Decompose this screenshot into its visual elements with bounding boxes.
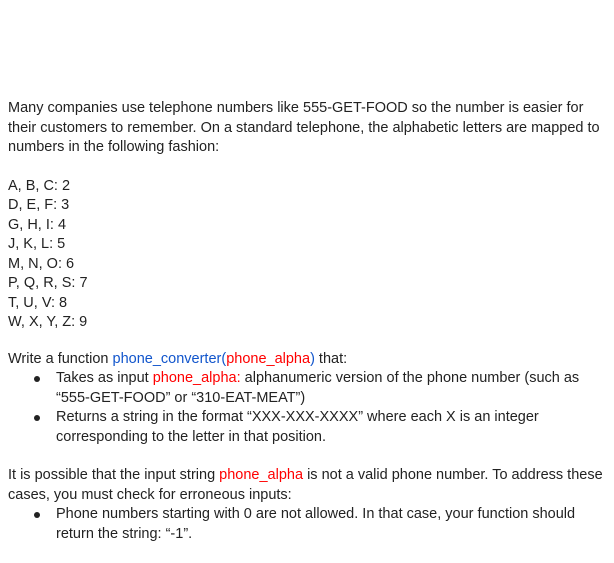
mapping-line-2: A, B, C: 2: [8, 177, 71, 194]
mapping-line-3: D, E, F: 3: [8, 197, 70, 213]
document-body: [8, 99, 610, 544]
error-suffix: is not a valid phone number. To address these cases, you must check for erroneous inputs:: [8, 467, 603, 503]
mapping-line-5: J, K, L: 5: [8, 236, 66, 252]
task-prefix: Write a function: [8, 350, 113, 367]
error-prefix: It is possible that the input string: [8, 467, 220, 483]
letter-mapping-list: [8, 177, 610, 333]
mapping-line-8: T, U, V: 8: [8, 294, 68, 311]
req1-text: alphanumeric version of the phone number (such as “555-GET-FOOD” or “310-EAT-MEAT”): [56, 370, 580, 406]
error-list: [8, 505, 610, 544]
error-rule-leading-zero: Phone numbers starting with 0 are not allowed. In that case, your function should return the string: “-1”.: [56, 505, 610, 544]
mapping-line-4: G, H, I: 4: [8, 216, 67, 233]
task-suffix: that:: [314, 350, 348, 367]
function-close-paren: ): [310, 350, 315, 367]
mapping-line-7: P, Q, R, S: 7: [8, 275, 88, 291]
requirement-input: [56, 369, 610, 408]
error-paragraph: [8, 466, 610, 505]
mapping-line-9: W, X, Y, Z: 9: [8, 314, 88, 330]
function-param: phone_alpha: [226, 350, 311, 367]
req1-prefix: Takes as input: [56, 370, 153, 386]
req1-param: phone_alpha:: [152, 370, 241, 386]
function-name: phone_converter(: [112, 350, 227, 367]
requirements-list: [8, 369, 610, 447]
task-statement: [8, 350, 610, 370]
intro-paragraph: Many companies use telephone numbers like 555-GET-FOOD so the number is easier for their customers to remember. On a standard telephone, the alphabetic letters are mapped to numbers in the following fashion:: [8, 100, 600, 155]
requirement-output: Returns a string in the format “XXX-XXX-XXXX” where each X is an integer corresponding to the letter in that position.: [56, 408, 610, 447]
mapping-line-6: M, N, O: 6: [8, 255, 75, 272]
error-param: phone_alpha: [219, 467, 304, 483]
